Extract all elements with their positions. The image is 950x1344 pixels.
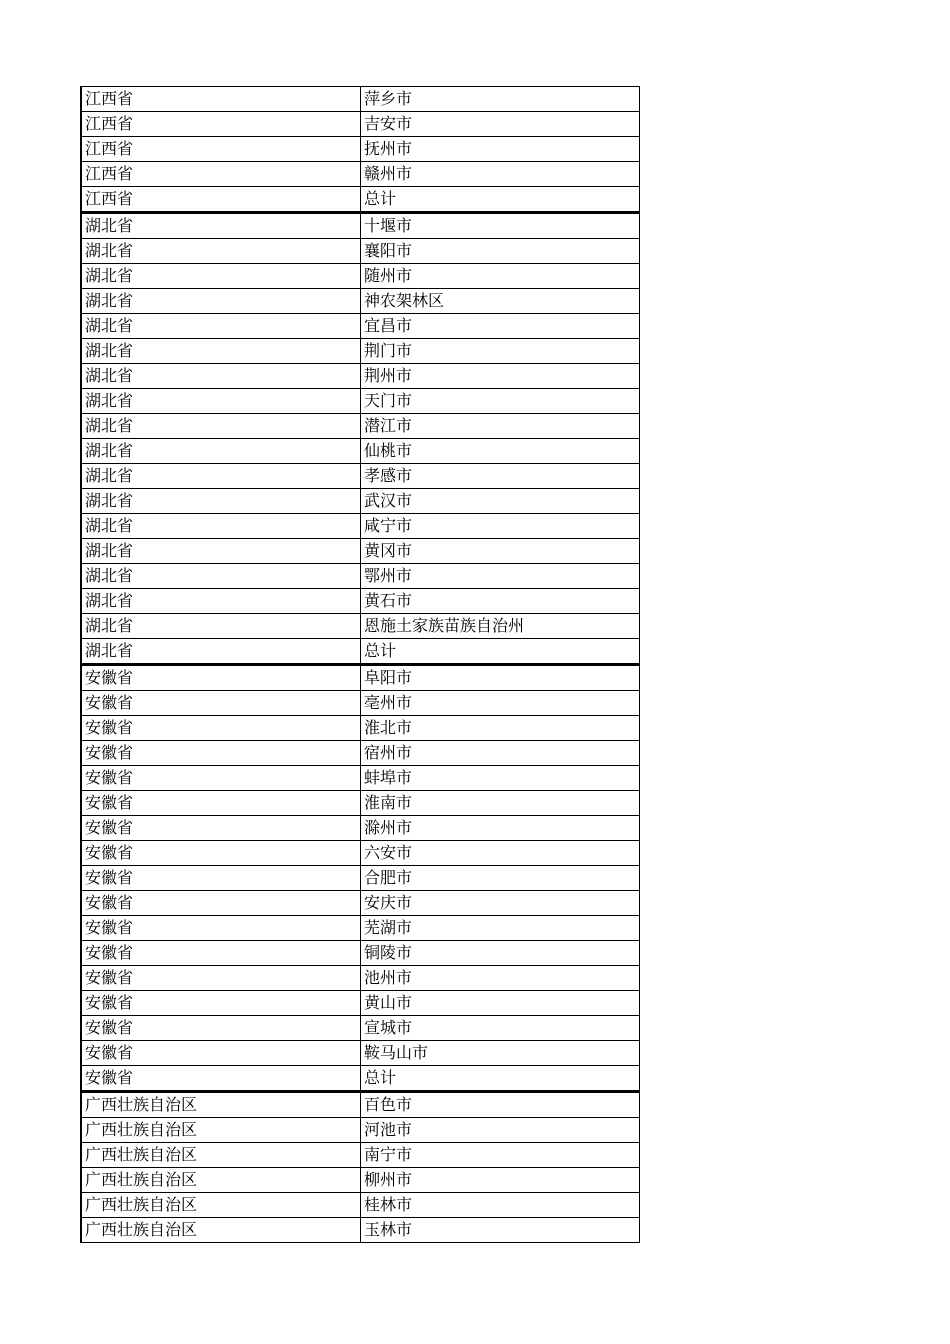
city-cell: 柳州市 xyxy=(361,1168,640,1193)
table-row xyxy=(81,614,640,639)
city-cell: 合肥市 xyxy=(361,866,640,891)
city-cell: 神农架林区 xyxy=(361,289,640,314)
city-cell: 总计 xyxy=(361,1066,640,1092)
province-cell: 江西省 xyxy=(81,137,361,162)
province-cell: 安徽省 xyxy=(81,941,361,966)
table-row xyxy=(81,691,640,716)
city-cell: 潜江市 xyxy=(361,414,640,439)
table-row xyxy=(81,1193,640,1218)
province-cell: 湖北省 xyxy=(81,639,361,665)
province-cell: 安徽省 xyxy=(81,716,361,741)
province-cell: 安徽省 xyxy=(81,1066,361,1092)
table-row xyxy=(81,1041,640,1066)
city-cell: 玉林市 xyxy=(361,1218,640,1243)
province-cell: 湖北省 xyxy=(81,614,361,639)
city-cell: 十堰市 xyxy=(361,213,640,239)
province-cell: 安徽省 xyxy=(81,991,361,1016)
table-row xyxy=(81,339,640,364)
province-cell: 湖北省 xyxy=(81,489,361,514)
city-cell: 淮北市 xyxy=(361,716,640,741)
province-cell: 广西壮族自治区 xyxy=(81,1143,361,1168)
province-cell: 湖北省 xyxy=(81,389,361,414)
province-cell: 湖北省 xyxy=(81,414,361,439)
city-cell: 滁州市 xyxy=(361,816,640,841)
city-cell: 孝感市 xyxy=(361,464,640,489)
city-cell: 鞍马山市 xyxy=(361,1041,640,1066)
city-cell: 桂林市 xyxy=(361,1193,640,1218)
table-row xyxy=(81,1016,640,1041)
city-cell: 池州市 xyxy=(361,966,640,991)
city-cell: 淮南市 xyxy=(361,791,640,816)
province-cell: 湖北省 xyxy=(81,264,361,289)
city-cell: 总计 xyxy=(361,187,640,213)
table-row xyxy=(81,1118,640,1143)
city-cell: 咸宁市 xyxy=(361,514,640,539)
city-cell: 阜阳市 xyxy=(361,665,640,691)
province-city-table xyxy=(80,86,640,1243)
city-cell: 安庆市 xyxy=(361,891,640,916)
province-cell: 安徽省 xyxy=(81,766,361,791)
city-cell: 恩施土家族苗族自治州 xyxy=(361,614,640,639)
province-cell: 安徽省 xyxy=(81,1016,361,1041)
table-row xyxy=(81,716,640,741)
province-cell: 安徽省 xyxy=(81,916,361,941)
table-row xyxy=(81,991,640,1016)
city-cell: 吉安市 xyxy=(361,112,640,137)
table-row xyxy=(81,514,640,539)
city-cell: 黄石市 xyxy=(361,589,640,614)
province-cell: 安徽省 xyxy=(81,1041,361,1066)
table-row xyxy=(81,389,640,414)
province-cell: 江西省 xyxy=(81,112,361,137)
province-cell: 湖北省 xyxy=(81,239,361,264)
city-cell: 抚州市 xyxy=(361,137,640,162)
city-cell: 芜湖市 xyxy=(361,916,640,941)
province-cell: 湖北省 xyxy=(81,564,361,589)
table-row xyxy=(81,639,640,665)
table-row xyxy=(81,464,640,489)
province-cell: 湖北省 xyxy=(81,514,361,539)
city-cell: 襄阳市 xyxy=(361,239,640,264)
city-cell: 随州市 xyxy=(361,264,640,289)
table-row xyxy=(81,891,640,916)
table-row xyxy=(81,539,640,564)
table-row xyxy=(81,1218,640,1243)
city-cell: 萍乡市 xyxy=(361,87,640,112)
table-row xyxy=(81,289,640,314)
city-cell: 武汉市 xyxy=(361,489,640,514)
table-row xyxy=(81,213,640,239)
province-cell: 安徽省 xyxy=(81,741,361,766)
city-cell: 荆门市 xyxy=(361,339,640,364)
province-cell: 广西壮族自治区 xyxy=(81,1118,361,1143)
city-cell: 黄冈市 xyxy=(361,539,640,564)
city-cell: 总计 xyxy=(361,639,640,665)
table-row xyxy=(81,162,640,187)
province-cell: 广西壮族自治区 xyxy=(81,1092,361,1118)
table-row xyxy=(81,489,640,514)
table-row xyxy=(81,112,640,137)
province-cell: 湖北省 xyxy=(81,539,361,564)
table-row xyxy=(81,791,640,816)
table-row xyxy=(81,239,640,264)
province-cell: 湖北省 xyxy=(81,339,361,364)
province-cell: 江西省 xyxy=(81,162,361,187)
table-row xyxy=(81,1168,640,1193)
province-cell: 安徽省 xyxy=(81,841,361,866)
city-cell: 六安市 xyxy=(361,841,640,866)
city-cell: 蚌埠市 xyxy=(361,766,640,791)
province-cell: 湖北省 xyxy=(81,439,361,464)
province-cell: 安徽省 xyxy=(81,691,361,716)
table-row xyxy=(81,414,640,439)
table-row xyxy=(81,589,640,614)
table-row xyxy=(81,665,640,691)
table-row xyxy=(81,187,640,213)
province-cell: 湖北省 xyxy=(81,314,361,339)
table-body xyxy=(81,87,640,1243)
province-cell: 安徽省 xyxy=(81,891,361,916)
table-row xyxy=(81,1143,640,1168)
table-row xyxy=(81,137,640,162)
table-row xyxy=(81,816,640,841)
province-cell: 广西壮族自治区 xyxy=(81,1168,361,1193)
province-cell: 安徽省 xyxy=(81,665,361,691)
city-cell: 赣州市 xyxy=(361,162,640,187)
province-cell: 湖北省 xyxy=(81,464,361,489)
city-cell: 黄山市 xyxy=(361,991,640,1016)
table-row xyxy=(81,966,640,991)
city-cell: 百色市 xyxy=(361,1092,640,1118)
table-row xyxy=(81,564,640,589)
city-cell: 仙桃市 xyxy=(361,439,640,464)
province-cell: 湖北省 xyxy=(81,289,361,314)
table-row xyxy=(81,1092,640,1118)
table-row xyxy=(81,866,640,891)
table-row xyxy=(81,439,640,464)
city-cell: 鄂州市 xyxy=(361,564,640,589)
city-cell: 天门市 xyxy=(361,389,640,414)
table-row xyxy=(81,841,640,866)
province-cell: 湖北省 xyxy=(81,213,361,239)
table-row xyxy=(81,264,640,289)
province-cell: 安徽省 xyxy=(81,866,361,891)
province-cell: 安徽省 xyxy=(81,791,361,816)
table-row xyxy=(81,741,640,766)
city-cell: 铜陵市 xyxy=(361,941,640,966)
province-cell: 江西省 xyxy=(81,87,361,112)
table-row xyxy=(81,916,640,941)
city-cell: 荆州市 xyxy=(361,364,640,389)
city-cell: 河池市 xyxy=(361,1118,640,1143)
province-cell: 湖北省 xyxy=(81,364,361,389)
province-cell: 湖北省 xyxy=(81,589,361,614)
city-cell: 亳州市 xyxy=(361,691,640,716)
table-row xyxy=(81,941,640,966)
table-row xyxy=(81,766,640,791)
table-row xyxy=(81,314,640,339)
province-cell: 江西省 xyxy=(81,187,361,213)
city-cell: 南宁市 xyxy=(361,1143,640,1168)
province-cell: 广西壮族自治区 xyxy=(81,1193,361,1218)
province-cell: 安徽省 xyxy=(81,816,361,841)
table-row xyxy=(81,364,640,389)
table-row xyxy=(81,1066,640,1092)
province-cell: 广西壮族自治区 xyxy=(81,1218,361,1243)
table-row xyxy=(81,87,640,112)
city-cell: 宿州市 xyxy=(361,741,640,766)
city-cell: 宣城市 xyxy=(361,1016,640,1041)
city-cell: 宜昌市 xyxy=(361,314,640,339)
province-cell: 安徽省 xyxy=(81,966,361,991)
